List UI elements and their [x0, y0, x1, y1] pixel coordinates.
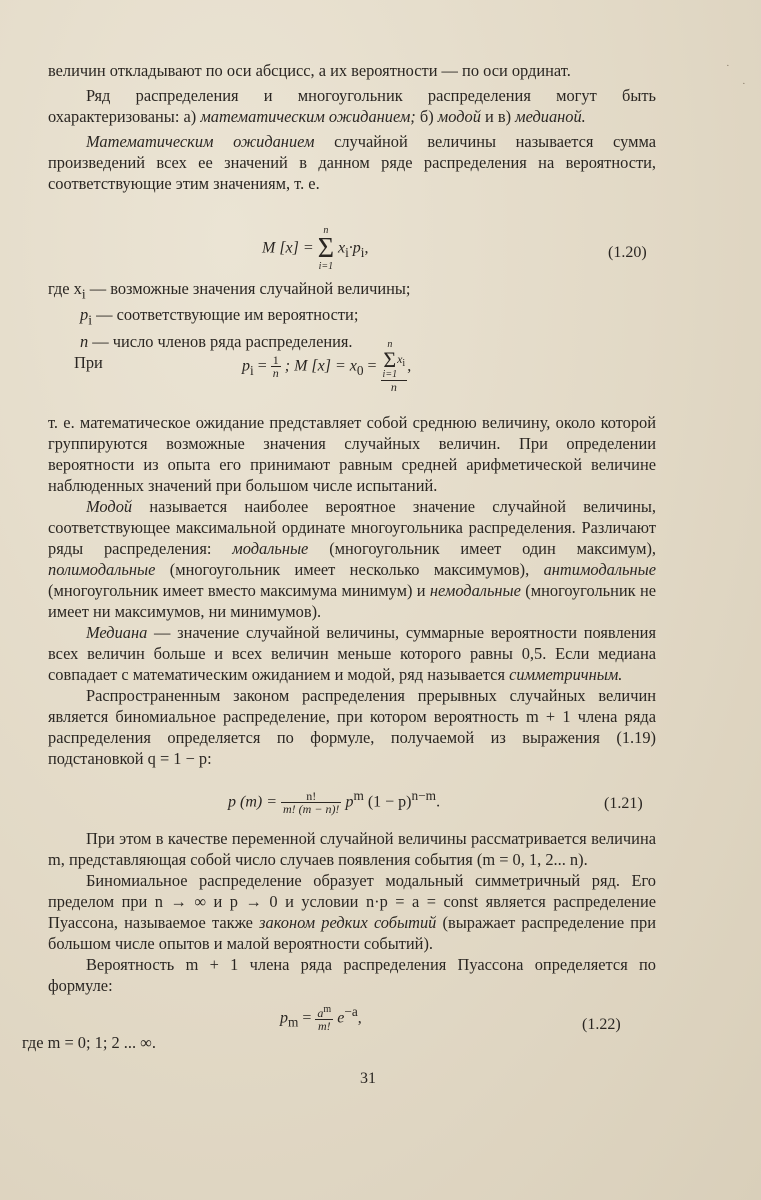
paragraph-variable-m: При этом в качестве переменной случайной величины рассматривается величина m, представляющая собой число случаев появления события (m = 0, 1, 2... n). — [48, 829, 656, 869]
paragraph-median-definition: Медиана — значение случайной величины, суммарные вероятности появления всех величин больше и всех величин меньше которого равны 0,5. Если медиана совпадает с математическим ожиданием и модой, ряд называется симметричным. — [48, 623, 656, 684]
fraction-poisson: $\frac{a^m}{m!}$ — [317, 1004, 332, 1034]
paragraph-continuation: величин откладывают по оси абсцисс, а их вероятности — по оси ординат. — [48, 61, 571, 80]
summation-sign: n Σ i=1 — [317, 225, 334, 272]
equation-mean: $p_i$ = $\frac{1}{n}$ ; M $[x] = x_0$ = n Σ i=1 $x_i$ n , — [242, 339, 412, 394]
equation-number-1-20: (1.20) — [608, 244, 647, 261]
where-item-xi: где $x_i$ — возможные значения случайной величины; — [48, 279, 411, 302]
equation-1-20: M [x] = n Σ i=1 $x_i\cdot p_i$, — [262, 225, 369, 272]
equation-number-1-21: (1.21) — [604, 795, 643, 812]
fraction-factorial: $\frac{n!}{m! (m - n)!}$ — [283, 788, 340, 816]
fraction-sum-over-n: n Σ i=1 $x_i$ n — [382, 339, 406, 394]
paragraph-binomial-intro: Распространенным законом распределения прерывных случайных величин является биномиальное распределение, при котором вероятность m + 1 члена ряда распределения определяется по формуле, получаемой из выражения (1.19) подстановкой q = 1 − p: — [48, 686, 656, 768]
equation-1-22: $p_m$ = $\frac{a^m}{m!}$ $e^{-a}$, — [280, 1004, 362, 1034]
paragraph-poisson-probability: Вероятность m + 1 члена ряда распределения Пуассона определяется по формуле: — [48, 955, 656, 995]
pri-word: При — [74, 352, 103, 372]
text-block-top — [48, 60, 656, 194]
paragraph-characteristics: Ряд распределения и многоугольник распределения могут быть охарактеризованы: а) математическим ожиданием; б) модой и в) медианой. — [48, 86, 656, 126]
where-item-pi: $p_i$ — соответствующие им вероятности; — [80, 305, 359, 328]
text-block-lower — [48, 828, 656, 996]
fraction-one-over-n: $\frac{1}{n}$ — [272, 353, 279, 380]
text-block-middle — [48, 412, 656, 769]
paragraph-mean-explanation: т. е. математическое ожидание представляет собой среднюю величину, около которой группируются возможные значения случайных величин. При определении вероятности из опыта его принимают равным средней арифметической величине наблюденных значений при большом числе испытаний. — [48, 413, 656, 495]
equation-number-1-22: (1.22) — [582, 1016, 621, 1033]
paragraph-poisson: Биномиальное распределение образует модальный симметричный ряд. Его пределом при n → ∞ и p → 0 и условии n·p = a = const является распределение Пуассона, называемое также законом редких событий (выражает распределение при большом числе опытов и малой вероятности событий). — [48, 871, 656, 953]
page-number: 31 — [360, 1070, 376, 1087]
paragraph-mode-definition: Модой называется наиболее вероятное значение случайной величины, соответствующее максимальной ординате многоугольника распределения. Различают ряды распределения: модальные (многоугольник имеет один максимум), полимодальные (многоугольник имеет несколько максимумов), антимодальные (многоугольник имеет вместо максимума минимум) и немодальные (многоугольник не имеет ни максимумов, ни минимумов). — [48, 497, 656, 621]
paragraph-expectation-definition: Математическим ожиданием случайной величины называется сумма произведений всех ее значений в данном ряде распределения на вероятности, соответствующие этим значениям, т. е. — [48, 132, 656, 193]
where-last: где m = 0; 1; 2 ... ∞. — [22, 1033, 156, 1052]
equation-1-21: p (m) = $\frac{n!}{m! (m - n)!}$ $p^m$ $(1 - p)^{n-m}$. — [228, 788, 441, 816]
paper-speck: · — [742, 78, 746, 90]
paper-speck: · — [726, 60, 730, 72]
where-item-n: n — число членов ряда распределения. — [80, 331, 353, 351]
